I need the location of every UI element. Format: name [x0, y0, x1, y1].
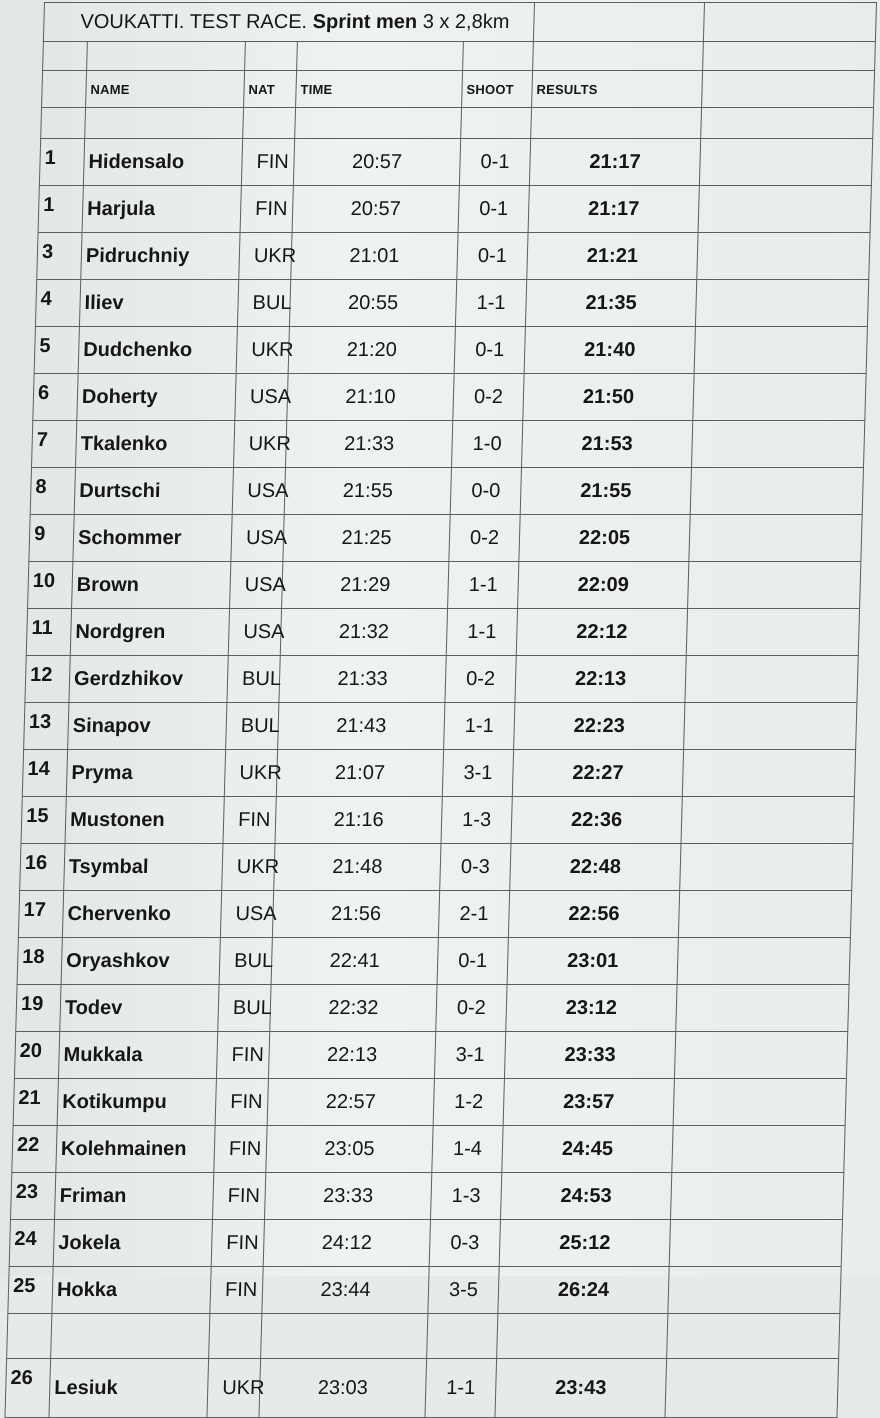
empty-cell [681, 797, 854, 844]
rank-cell: 1 [38, 186, 83, 233]
header-nat: NAT [244, 71, 297, 108]
header-results: RESULTS [532, 71, 703, 108]
nation-code: FIN [223, 797, 276, 844]
rank-cell: 9 [29, 515, 74, 562]
table-row [9, 1220, 842, 1267]
athlete-name: Tsymbal [64, 844, 223, 891]
final-result: 22:12 [516, 609, 687, 656]
athlete-name: Brown [72, 562, 231, 609]
athlete-name: Schommer [73, 515, 232, 562]
final-result: 25:12 [499, 1220, 670, 1267]
empty-cell [691, 421, 864, 468]
shooting-penalties: 0-1 [457, 233, 528, 280]
final-result: 22:13 [515, 656, 686, 703]
header-shoot: SHOOT [462, 71, 533, 108]
ski-time: 23:44 [262, 1267, 429, 1314]
shooting-penalties: 1-0 [451, 421, 522, 468]
ski-time: 21:01 [291, 233, 458, 280]
empty-cell [673, 1079, 846, 1126]
ski-time: 23:05 [266, 1126, 433, 1173]
final-result: 26:24 [498, 1267, 669, 1314]
table-row [12, 1126, 845, 1173]
final-result: 23:57 [503, 1079, 674, 1126]
final-result: 22:23 [514, 703, 685, 750]
final-result: 21:50 [523, 374, 694, 421]
ski-time: 20:57 [293, 139, 460, 186]
shooting-penalties: 0-2 [445, 656, 516, 703]
rank-cell: 15 [21, 797, 66, 844]
empty-cell [670, 1173, 843, 1220]
nation-code: FIN [240, 186, 293, 233]
table-row [17, 938, 850, 985]
shooting-penalties: 2-1 [438, 891, 509, 938]
ski-time: 21:55 [284, 468, 451, 515]
rank-cell: 19 [16, 985, 61, 1032]
final-result: 22:48 [510, 844, 681, 891]
nation-code: USA [220, 891, 273, 938]
table-row [37, 233, 870, 280]
nation-code: USA [235, 374, 288, 421]
ski-time: 21:33 [279, 656, 446, 703]
athlete-name: Hidensalo [83, 139, 242, 186]
gap-row [41, 108, 874, 139]
table-row [25, 656, 858, 703]
rank-cell: 12 [25, 656, 70, 703]
final-result: 21:53 [521, 421, 692, 468]
table-row [26, 609, 859, 656]
nation-code: UKR [222, 844, 275, 891]
final-result: 23:12 [506, 985, 677, 1032]
empty-cell [680, 844, 853, 891]
nation-code: FIN [215, 1079, 268, 1126]
final-result: 23:43 [495, 1359, 667, 1418]
ski-time: 24:12 [263, 1220, 430, 1267]
shooting-penalties: 3-5 [428, 1267, 499, 1314]
final-result: 23:33 [504, 1032, 675, 1079]
athlete-name: Friman [54, 1173, 213, 1220]
athlete-name: Chervenko [62, 891, 221, 938]
nation-code: BUL [219, 938, 272, 985]
ski-time: 21:07 [276, 750, 443, 797]
athlete-name: Pidruchniy [81, 233, 240, 280]
title-row [43, 3, 876, 42]
table-row [5, 1359, 839, 1418]
ski-time: 21:10 [287, 374, 454, 421]
table-row [13, 1079, 846, 1126]
athlete-name: Dudchenko [78, 327, 237, 374]
blank-row [7, 1314, 840, 1359]
shooting-penalties: 0-1 [459, 139, 530, 186]
shooting-penalties: 1-1 [446, 609, 517, 656]
rank-cell: 16 [20, 844, 65, 891]
nation-code: UKR [239, 233, 292, 280]
shooting-penalties: 0-1 [437, 938, 508, 985]
athlete-name: Oryashkov [61, 938, 220, 985]
final-result: 22:27 [512, 750, 683, 797]
rank-cell: 8 [30, 468, 75, 515]
empty-cell [699, 139, 872, 186]
ski-time: 21:29 [282, 562, 449, 609]
title-tail-text: 3 x 2,8km [422, 10, 510, 33]
table-row [35, 280, 868, 327]
nation-code: UKR [236, 327, 289, 374]
empty-cell [694, 327, 867, 374]
table-row [16, 985, 849, 1032]
shooting-penalties: 1-2 [433, 1079, 504, 1126]
table-row [30, 468, 863, 515]
title-bold-text: Sprint men [312, 10, 418, 33]
empty-cell [677, 938, 850, 985]
final-result: 21:35 [525, 280, 696, 327]
rank-cell: 6 [33, 374, 78, 421]
empty-cell [665, 1359, 839, 1418]
nation-code: BUL [218, 985, 271, 1032]
ski-time: 21:32 [280, 609, 447, 656]
athlete-name: Tkalenko [75, 421, 234, 468]
final-result: 21:17 [528, 186, 699, 233]
results-table [4, 2, 877, 1418]
table-row [24, 703, 857, 750]
ski-time: 21:56 [272, 891, 439, 938]
empty-cell [668, 1267, 841, 1314]
empty-cell [682, 750, 855, 797]
empty-cell [690, 468, 863, 515]
rank-cell: 24 [9, 1220, 54, 1267]
empty-cell [669, 1220, 842, 1267]
shooting-penalties: 0-3 [440, 844, 511, 891]
final-result: 22:56 [508, 891, 679, 938]
ski-time: 22:41 [271, 938, 438, 985]
ski-time: 21:33 [285, 421, 452, 468]
table-row [18, 891, 851, 938]
rank-cell: 26 [5, 1359, 51, 1418]
final-result: 22:36 [511, 797, 682, 844]
rank-cell: 18 [17, 938, 62, 985]
rank-cell: 7 [31, 421, 76, 468]
shooting-penalties: 0-2 [436, 985, 507, 1032]
header-time: TIME [296, 71, 463, 108]
table-row [20, 844, 853, 891]
empty-cell [676, 985, 849, 1032]
empty-cell [685, 656, 858, 703]
table-row [31, 421, 864, 468]
empty-cell [698, 186, 871, 233]
rank-cell: 1 [39, 139, 84, 186]
ski-time: 23:33 [264, 1173, 431, 1220]
table-row [10, 1173, 843, 1220]
table-row [33, 374, 866, 421]
athlete-name: Durtschi [74, 468, 233, 515]
rank-cell: 23 [10, 1173, 55, 1220]
ski-time: 23:03 [259, 1359, 427, 1418]
final-result: 22:09 [518, 562, 689, 609]
table-row [38, 186, 871, 233]
athlete-name: Lesiuk [49, 1359, 209, 1418]
rank-cell: 21 [13, 1079, 58, 1126]
athlete-name: Kotikumpu [57, 1079, 216, 1126]
nation-code: FIN [210, 1267, 263, 1314]
ski-time: 20:57 [292, 186, 459, 233]
empty-cell [678, 891, 851, 938]
header-name: NAME [86, 71, 245, 108]
empty-cell [686, 609, 859, 656]
athlete-name: Mukkala [58, 1032, 217, 1079]
shooting-penalties: 1-1 [448, 562, 519, 609]
shooting-penalties: 1-4 [432, 1126, 503, 1173]
athlete-name: Hokka [52, 1267, 211, 1314]
empty-cell [688, 562, 861, 609]
athlete-name: Pryma [66, 750, 225, 797]
empty-cell [693, 374, 866, 421]
page-title [43, 3, 534, 42]
nation-code: FIN [212, 1173, 265, 1220]
shooting-penalties: 1-3 [441, 797, 512, 844]
shooting-penalties: 3-1 [434, 1032, 505, 1079]
rank-cell: 3 [37, 233, 82, 280]
table-row [29, 515, 862, 562]
shooting-penalties: 0-0 [450, 468, 521, 515]
nation-code: FIN [241, 139, 294, 186]
final-result: 24:53 [500, 1173, 671, 1220]
shooting-penalties: 0-2 [453, 374, 524, 421]
ski-time: 22:57 [267, 1079, 434, 1126]
shooting-penalties: 0-2 [449, 515, 520, 562]
athlete-name: Doherty [77, 374, 236, 421]
nation-code: USA [231, 515, 284, 562]
rank-cell: 22 [12, 1126, 57, 1173]
nation-code: FIN [211, 1220, 264, 1267]
header-row [42, 71, 875, 108]
shooting-penalties: 1-1 [444, 703, 515, 750]
rank-cell: 20 [14, 1032, 59, 1079]
empty-cell [674, 1032, 847, 1079]
table-row [28, 562, 861, 609]
ski-time: 21:20 [288, 327, 455, 374]
final-result: 24:45 [502, 1126, 673, 1173]
nation-code: USA [230, 562, 283, 609]
ski-time: 21:43 [278, 703, 445, 750]
athlete-name: Iliev [79, 280, 238, 327]
table-row [21, 797, 854, 844]
final-result: 23:01 [507, 938, 678, 985]
shooting-penalties: 1-1 [425, 1359, 497, 1418]
nation-code: BUL [226, 703, 279, 750]
final-result: 21:21 [527, 233, 698, 280]
athlete-name: Harjula [82, 186, 241, 233]
rank-cell: 4 [35, 280, 80, 327]
shooting-penalties: 3-1 [442, 750, 513, 797]
ski-time: 21:16 [275, 797, 442, 844]
rank-cell: 25 [8, 1267, 53, 1314]
athlete-name: Jokela [53, 1220, 212, 1267]
final-result: 22:05 [519, 515, 690, 562]
nation-code: BUL [237, 280, 290, 327]
athlete-name: Gerdzhikov [69, 656, 228, 703]
ski-time: 21:25 [283, 515, 450, 562]
empty-cell [703, 3, 876, 42]
ski-time: 22:32 [270, 985, 437, 1032]
table-row [14, 1032, 847, 1079]
athlete-name: Mustonen [65, 797, 224, 844]
table-row [34, 327, 867, 374]
nation-code: USA [232, 468, 285, 515]
final-result: 21:17 [529, 139, 700, 186]
shooting-penalties: 0-1 [458, 186, 529, 233]
athlete-name: Sinapov [68, 703, 227, 750]
athlete-name: Kolehmainen [56, 1126, 215, 1173]
rank-cell: 13 [24, 703, 69, 750]
nation-code: UKR [224, 750, 277, 797]
empty-cell [533, 3, 704, 42]
ski-time: 21:48 [274, 844, 441, 891]
title-plain-text: VOUKATTI. TEST RACE. [80, 10, 308, 33]
nation-code: BUL [227, 656, 280, 703]
empty-cell [684, 703, 857, 750]
empty-cell [697, 233, 870, 280]
athlete-name: Nordgren [70, 609, 229, 656]
final-result: 21:40 [524, 327, 695, 374]
rank-cell: 10 [28, 562, 73, 609]
rank-cell: 17 [18, 891, 63, 938]
table-row [39, 139, 872, 186]
final-result: 21:55 [520, 468, 691, 515]
rank-cell: 11 [26, 609, 71, 656]
ski-time: 22:13 [268, 1032, 435, 1079]
ski-time: 20:55 [289, 280, 456, 327]
nation-code: USA [228, 609, 281, 656]
table-row [22, 750, 855, 797]
shooting-penalties: 1-1 [455, 280, 526, 327]
nation-code: UKR [233, 421, 286, 468]
empty-cell [672, 1126, 845, 1173]
athlete-name: Todev [60, 985, 219, 1032]
shooting-penalties: 0-3 [429, 1220, 500, 1267]
spacer-row [43, 42, 876, 71]
nation-code: FIN [214, 1126, 267, 1173]
empty-cell [689, 515, 862, 562]
nation-code: UKR [207, 1359, 261, 1418]
shooting-penalties: 1-3 [430, 1173, 501, 1220]
nation-code: FIN [216, 1032, 269, 1079]
empty-cell [695, 280, 868, 327]
rank-cell: 5 [34, 327, 79, 374]
rank-cell: 14 [22, 750, 67, 797]
shooting-penalties: 0-1 [454, 327, 525, 374]
table-row [8, 1267, 841, 1314]
